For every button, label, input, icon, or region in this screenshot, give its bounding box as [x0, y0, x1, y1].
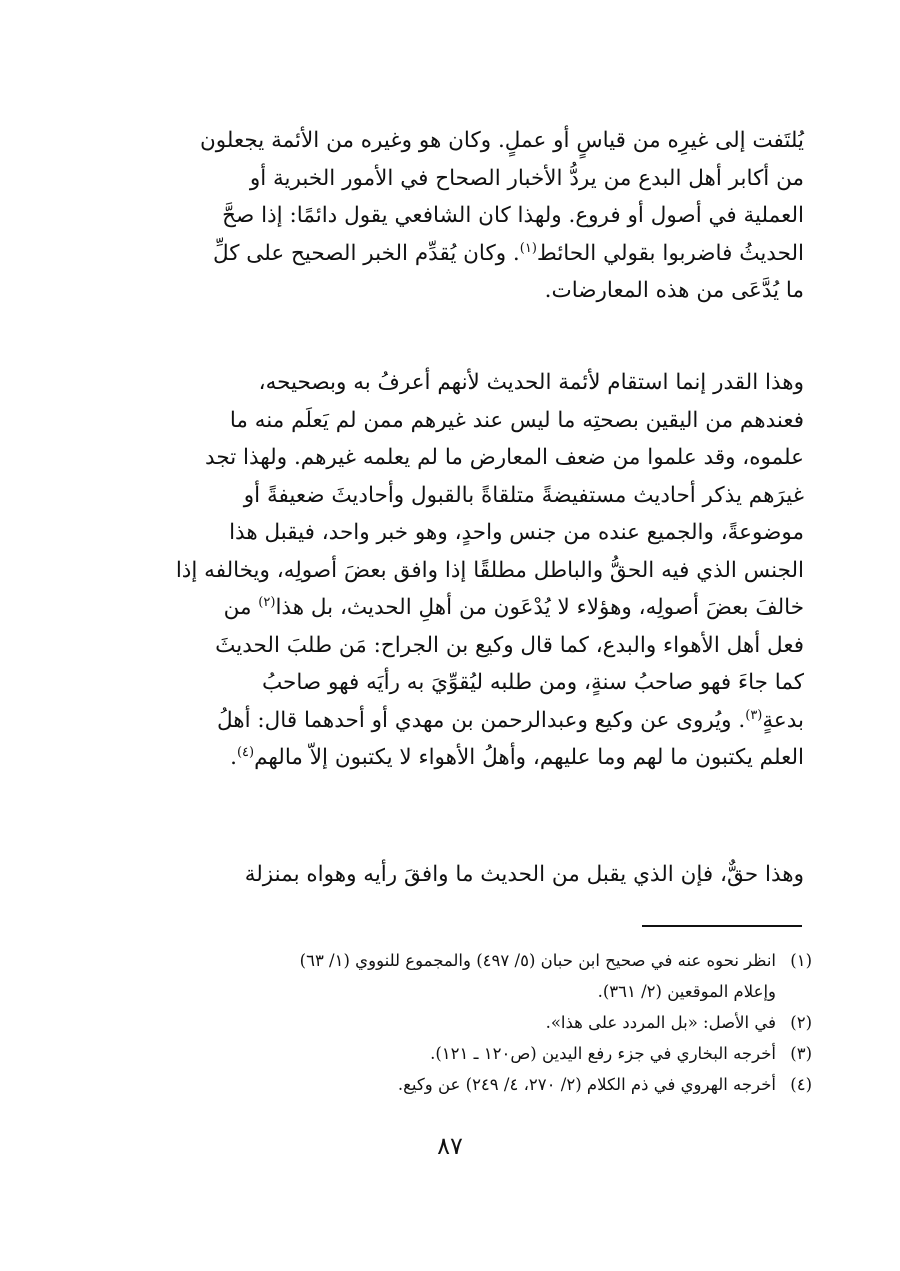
footnote-text — [112, 1038, 776, 1069]
footnote — [112, 1069, 812, 1100]
footnote-text — [112, 945, 776, 1007]
footnote-line: أخرجه الهروي في ذم الكلام (٢/ ٢٧٠، ٤/ ٢٤٩) عن وكيع. — [397, 1075, 776, 1094]
text-segment: . ويُروى عن وكيع وعبدالرحمن بن مهدي أو أحدهما قال: أهلُ — [217, 707, 746, 733]
footnote-marker-1: (١) — [519, 240, 537, 256]
text-segment: . — [230, 745, 237, 770]
text-line: كما جاءَ فهو صاحبُ سنةٍ، ومن طلبه ليُقوِّيَ به رأيَه فهو صاحبُ — [261, 670, 804, 695]
footnote-number: (١) — [790, 951, 812, 970]
footnote — [112, 1007, 812, 1038]
footnote — [112, 945, 812, 1007]
text-line: فعل أهل الأهواء والبدع، كما قال وكيع بن الجراح: مَن طلبَ الحديثَ — [215, 632, 804, 658]
paragraph-2 — [118, 364, 804, 777]
text-segment: الحديثُ فاضربوا بقولي الحائط — [536, 240, 804, 266]
text-line: غيرَهم يذكر أحاديث مستفيضةً متلقاةً بالقبول وأحاديثَ ضعيفةً أو — [243, 482, 804, 508]
footnote-line: وإعلام الموقعين (٢/ ٣٦١). — [597, 982, 776, 1001]
text-line — [118, 589, 804, 627]
text-segment: خالفَ بعضَ أصولِه، وهؤلاء لا يُدْعَون من أهلِ الحديث، بل هذا — [275, 595, 804, 620]
footnote-text — [112, 1007, 776, 1038]
footnote-line: في الأصل: «بل المردد على هذا». — [545, 1013, 776, 1032]
text-line: العملية في أصول أو فروع. ولهذا كان الشافعي يقول دائمًا: إذا صحَّ — [222, 203, 804, 228]
footnote-number: (٣) — [790, 1044, 812, 1063]
text-line: يُلتَفت إلى غيرِه من قياسٍ أو عملٍ. وكان هو وغيره من الأئمة يجعلون — [199, 128, 804, 153]
text-line: وهذا حقٌّ، فإن الذي يقبل من الحديث ما وافقَ رأيه وهواه بمنزلة — [244, 862, 804, 887]
page-number: ٨٧ — [437, 1132, 463, 1160]
text-line — [118, 739, 804, 777]
footnote-number: (٢) — [790, 1013, 812, 1032]
text-line: وهذا القدر إنما استقام لأئمة الحديث لأنهم أعرفُ به وبصحيحه، — [258, 370, 804, 395]
footnote-marker-3: (٣) — [745, 707, 763, 723]
text-line: الجنس الذي فيه الحقُّ والباطل مطلقًا إذا وافق بعضَ أصولِه، ويخالفه إذا — [175, 557, 804, 583]
paragraph-1 — [118, 122, 804, 310]
text-line: فعندهم من اليقين بصحتِه ما ليس عند غيرهم ممن لم يَعلَم منه ما — [229, 407, 804, 433]
text-segment: . وكان يُقدِّم الخبر الصحيح على كلِّ — [212, 240, 520, 266]
footnote-marker-4: (٤) — [236, 744, 255, 760]
text-line — [118, 235, 804, 273]
text-line: موضوعةً، والجميع عنده من جنس واحدٍ، وهو خبر واحد، فيقبل هذا — [229, 520, 804, 545]
text-line: علموه، وقد علموا من ضعف المعارض ما لم يعلمه غيرهم. ولهذا تجد — [205, 445, 804, 470]
text-segment: بدعةٍ — [762, 707, 804, 733]
paragraph-3 — [118, 856, 804, 894]
footnote-line: أخرجه البخاري في جزء رفع اليدين (ص١٢٠ ـ ١٢١). — [430, 1044, 776, 1063]
text-segment: العلم يكتبون ما لهم وما عليهم، وأهلُ الأهواء لا يكتبون إلاّ مالهم — [254, 745, 804, 770]
text-line: من أكابر أهل البدع من يردُّ الأخبار الصحاح في الأمور الخبرية أو — [249, 165, 804, 191]
footnote-marker-2: (٢) — [258, 594, 276, 610]
footnote-number: (٤) — [790, 1075, 812, 1094]
footnote — [112, 1038, 812, 1069]
text-segment: من — [223, 595, 259, 620]
footnote-separator — [642, 925, 802, 927]
text-line — [118, 702, 804, 740]
text-line: ما يُدَّعَى من هذه المعارضات. — [544, 278, 804, 303]
footnote-text — [112, 1069, 776, 1100]
footnote-line: انظر نحوه عنه في صحيح ابن حبان (٥/ ٤٩٧) والمجموع للنووي (١/ ٦٣) — [299, 951, 776, 970]
footnotes — [112, 945, 812, 1100]
